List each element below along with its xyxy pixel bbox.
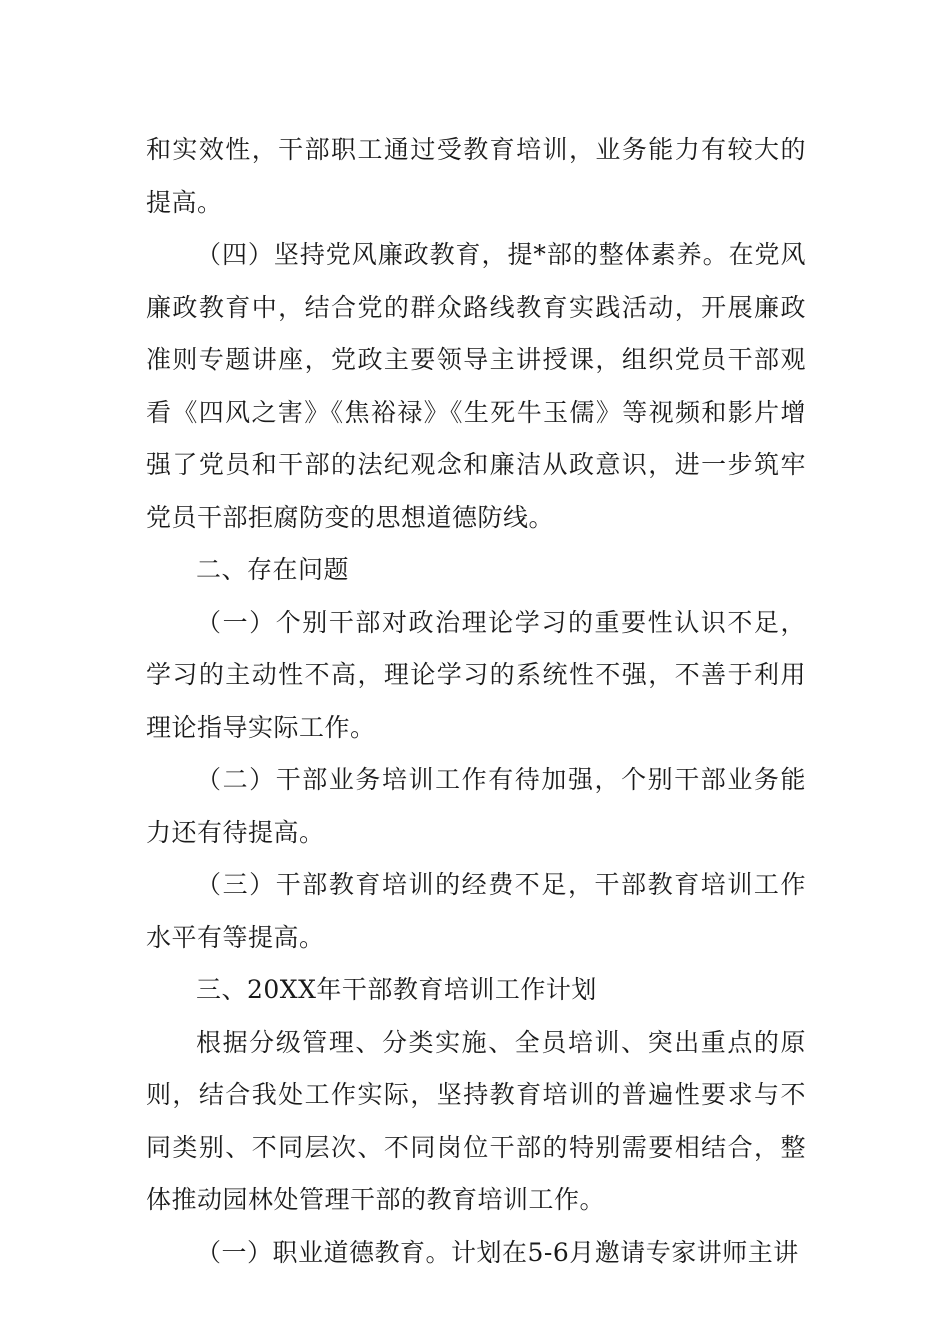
section-heading-plan: 三、20XX年干部教育培训工作计划: [196, 975, 597, 1004]
paragraph-section3-item1: （一）职业道德教育。计划在5-6月邀请专家讲师主讲: [196, 1237, 799, 1267]
paragraph-section1-item4: （四）坚持党风廉政教育，提*部的整体素养。在党风廉政教育中，结合党的群众路线教育实践活动，开展廉政准则专题讲座，党政主要领导主讲授课，组织党员干部观看《四风之害》《焦裕禄》《生死牛玉儒》等视频和影片增强了党员和干部的法纪观念和廉洁从政意识，进一步筑牢党员干部拒腐防变的思想道德防线。: [146, 240, 806, 532]
paragraph-section2-item2: （二）干部业务培训工作有待加强，个别干部业务能力还有待提高。: [146, 765, 806, 847]
section-heading-problems: 二、存在问题: [196, 555, 350, 584]
document-body: [146, 124, 806, 1279]
paragraph-section3-intro: 根据分级管理、分类实施、全员培训、突出重点的原则，结合我处工作实际，坚持教育培训的普遍性要求与不同类别、不同层次、不同岗位干部的特别需要相结合，整体推动园林处管理干部的教育培训工作。: [146, 1027, 806, 1214]
paragraph-section2-item3: （三）干部教育培训的经费不足，干部教育培训工作水平有等提高。: [146, 870, 806, 952]
paragraph-continuation: 和实效性，干部职工通过受教育培训，业务能力有较大的提高。: [146, 135, 806, 217]
paragraph-section2-item1: （一）个别干部对政治理论学习的重要性认识不足，学习的主动性不高，理论学习的系统性不强，不善于利用理论指导实际工作。: [146, 607, 806, 742]
